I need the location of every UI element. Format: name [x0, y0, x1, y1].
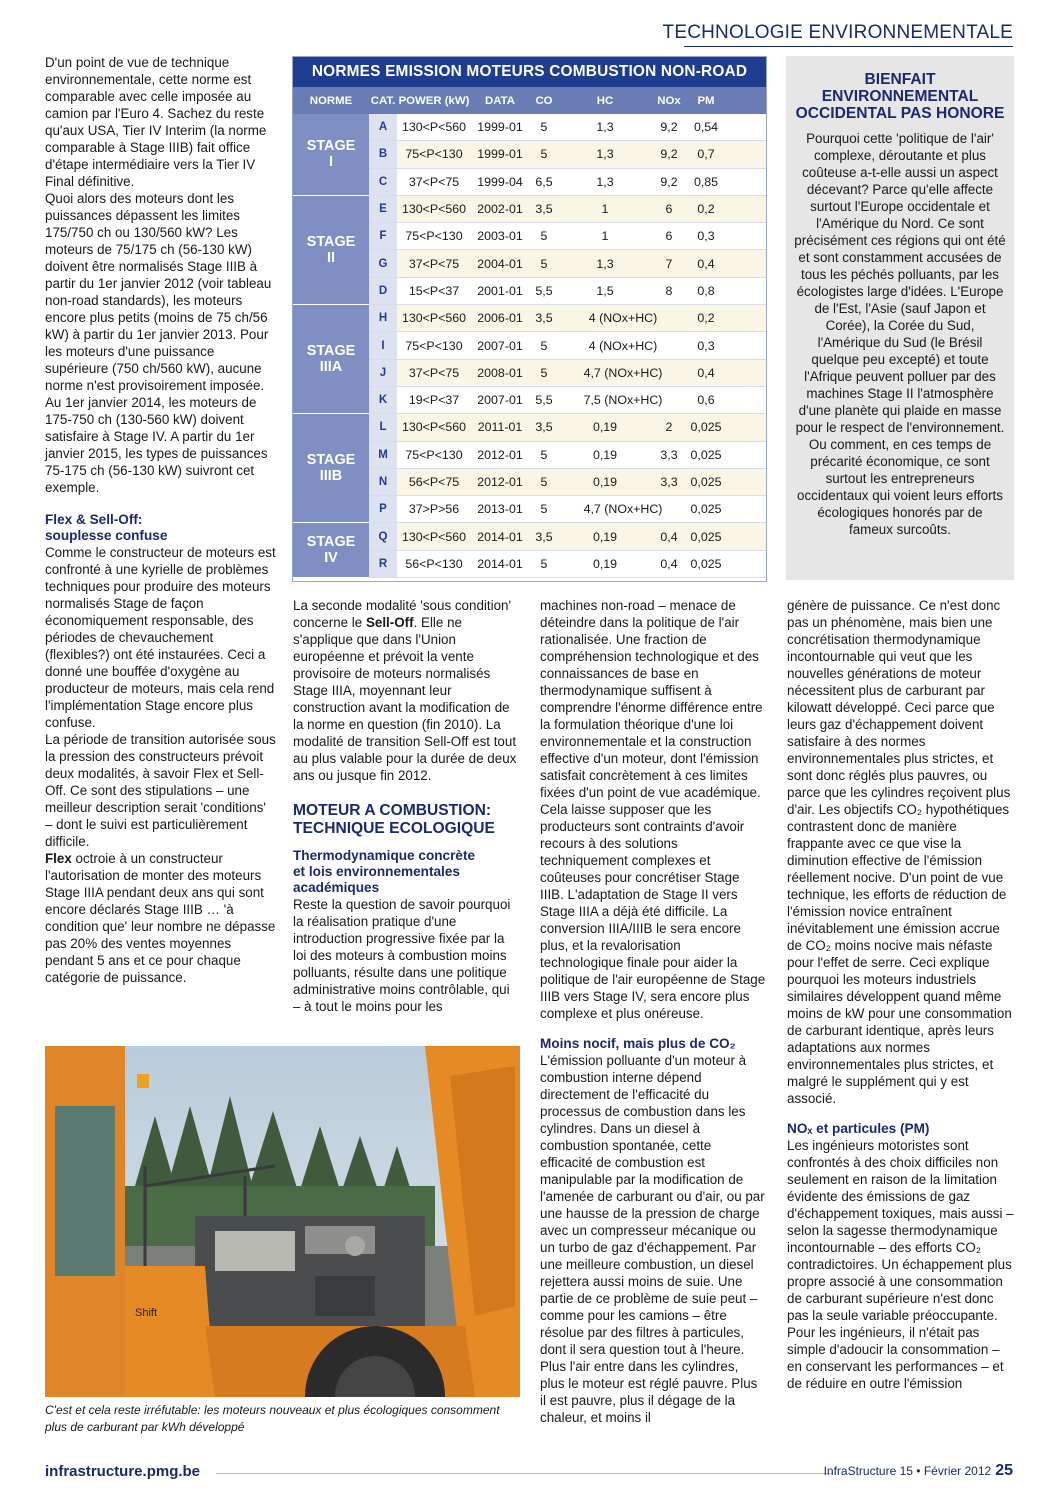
table-cell-power: 130<P<560: [401, 202, 467, 217]
section-heading: [293, 802, 519, 838]
table-header-cell: NOx: [657, 94, 681, 107]
table-cell-hc: 1,3: [596, 120, 614, 135]
table-cell-hcnox: 7,5 (NOx+HC): [583, 393, 663, 408]
table-cell-co: 6,5: [535, 174, 553, 189]
table-cell-hc: 1: [601, 202, 609, 217]
table-cell-cat: M: [369, 442, 397, 468]
subheading: Moins nocif, mais plus de CO₂: [540, 1036, 736, 1051]
table-cell-data: 2007-01: [477, 338, 523, 353]
table-cell-nox: 9,2: [660, 120, 678, 135]
table-cell-pm: 0,025: [690, 529, 722, 544]
table-header-cell: NORME: [309, 94, 353, 107]
table-group: [293, 305, 766, 414]
paragraph: machines non-road – menace de déteindre dans la politique de l'air rationalisée. Une fraction de compréhension technologique et des connaissances de base en thermodynamique suffisent à comprendre l'énorme différence entre la formulation théorique d'une loi environnementale et la construction effective d'un moteur, dont l'émission satisfait concrètement à ces limites fixées d'un point de vue académique. Cela laisse supposer que les producteurs sont contraints d'avoir recours à des solutions techniquement complexes et coûteuses pour concrétiser Stage IIIB. L'adaptation de Stage II vers Stage IIIA a déjà été difficile. La conversion IIIA/IIIB le sera encore plus, et la revalorisation technologique finale pour aider la politique de l'air européenne de Stage IIIB vers Stage IV, sera encore plus complexe et plus onéreuse.: [540, 598, 766, 1021]
table-cell-cat: E: [369, 196, 397, 222]
table-cell-cat: A: [369, 114, 397, 140]
table-cell-pm: 0,7: [697, 147, 715, 162]
table-cell-pm: 0,8: [697, 283, 715, 298]
table-cell-hcnox: 4 (NOx+HC): [588, 338, 658, 353]
column-4: [787, 597, 1015, 1392]
subheading: [293, 848, 519, 896]
table-cell-data: 2013-01: [477, 502, 523, 517]
table-cell-data: 2004-01: [477, 256, 523, 271]
sidebar-text: Pourquoi cette 'politique de l'air' complexe, déroutante et plus coûteuse a-t-elle aussi un aspect décevant? Parce qu'elle affecte surtout l'Europe occidentale et l'Amérique du Nord. Ce sont précisément ces régions qui ont été et sont constamment accusées de tous les péchés polluants, par les écologistes large d'idées. L'Europe de l'Est, l'Asie (sauf Japon et Corée), la Corée du Sud, l'Amérique du Sud (le Brésil quelque peu excepté) et toute l'Afrique peuvent polluer par des machines Stage II l'atmosphère d'une planète qui plaide en masse pour le respect de l'environnement. Ou comment, en ces temps de précarité économique, ce sont surtout les entrepreneurs occidentaux qui voient leurs efforts écologiques honorés par de fameux surcoûts.: [794, 131, 1006, 537]
table-cell-nox: 6: [665, 229, 673, 244]
table-cell-co: 5: [540, 229, 548, 244]
table-cell-cat: L: [369, 414, 397, 440]
table-cell-power: 75<P<130: [405, 147, 463, 162]
table-row: [369, 250, 766, 277]
table-cell-nox: 9,2: [660, 174, 678, 189]
table-cell-pm: 0,2: [697, 202, 715, 217]
table-cell-cat: D: [369, 278, 397, 304]
table-row: [369, 551, 766, 578]
subheading-line: et lois environnementales: [293, 864, 460, 879]
table-cell-co: 5: [540, 447, 548, 462]
stage-label: STAGE IIIB: [293, 414, 369, 523]
table-cell-power: 130<P<560: [401, 120, 467, 135]
table-cell-pm: 0,025: [690, 475, 722, 489]
table-row: [369, 496, 766, 523]
table-row: [369, 523, 766, 550]
table-cell-data: 1999-01: [477, 120, 523, 135]
table-cell-nox: 2: [665, 420, 673, 435]
table-cell-cat: B: [369, 141, 397, 167]
table-cell-data: 2006-01: [477, 311, 523, 326]
brand-text: Shift: [135, 1307, 158, 1319]
table-cell-cat: N: [369, 469, 397, 495]
table-header-cell: PM: [697, 94, 715, 107]
photo-loader-engine: [45, 1046, 520, 1397]
table-cell-data: 2001-01: [477, 283, 523, 298]
photo-caption: C'est et cela reste irréfutable: les moteurs nouveaux et plus écologiques consomment plus de carburant par kWh développé: [45, 1403, 500, 1434]
loader-illustration: [45, 1046, 520, 1397]
table-cell-power: 37>P>56: [408, 502, 460, 517]
table-cell-pm: 0,3: [697, 229, 715, 244]
paragraph: [45, 850, 277, 986]
table-row: [369, 332, 766, 359]
table-cell-hc: 0,19: [592, 420, 618, 435]
table-cell-co: 5,5: [535, 283, 553, 298]
table-cell-pm: 0,2: [697, 311, 715, 326]
paragraph: [293, 597, 519, 784]
section-title: TECHNOLOGIE ENVIRONNEMENTALE: [662, 22, 1013, 43]
table-cell-co: 3,5: [535, 420, 553, 435]
table-cell-power: 37<P<75: [408, 256, 460, 271]
table-group: [293, 196, 766, 305]
paragraph: La période de transition autorisée sous la pression des constructeurs prévoit deux modalités, à savoir Flex et Sell-Off. Ce sont des stipulations – une meilleur description serait 'conditions' – dont le suivi est particulièrement difficile.: [45, 732, 276, 849]
table-cell-power: 37<P<75: [408, 174, 460, 189]
table-cell-pm: 0,4: [697, 256, 715, 271]
column-2: [293, 597, 519, 1015]
table-header-cell: DATA: [485, 94, 515, 107]
table-row: [369, 414, 766, 441]
table-row: [369, 223, 766, 250]
table-cell-pm: 0,6: [697, 393, 715, 408]
stage-label: STAGE IIIA: [293, 305, 369, 414]
table-title: NORMES EMISSION MOTEURS COMBUSTION NON-ROAD: [293, 57, 766, 87]
table-cell-nox: 7: [665, 256, 673, 271]
table-cell-cat: J: [369, 360, 397, 386]
heading-line: TECHNIQUE ECOLOGIQUE: [293, 820, 495, 837]
table-cell-nox: 6: [665, 202, 673, 217]
table-cell-data: 2007-01: [477, 393, 523, 408]
table-row: [369, 360, 766, 387]
table-cell-pm: 0,025: [690, 420, 722, 435]
table-cell-power: 130<P<560: [401, 311, 467, 326]
table-row: [369, 278, 766, 305]
table-header-row: [293, 87, 766, 114]
table-header-cell: POWER (kW): [398, 94, 470, 107]
table-cell-power: 56<P<130: [405, 556, 463, 571]
section-rule: [684, 46, 1013, 47]
footer-rule: [216, 1473, 832, 1474]
table-cell-cat: H: [369, 305, 397, 331]
table-cell-cat: Q: [369, 523, 397, 549]
table-cell-co: 5: [540, 502, 548, 517]
paragraph: D'un point de vue de technique environnementale, cette norme est comparable avec celle imposée au camion par l'Euro 4. Sachez du reste qu'aux USA, Tier IV Interim (la norme comparable à Stage IIIB) fait office d'étape intermédiaire vers la Tier IV Final définitive.: [45, 55, 267, 189]
table-cell-data: 2011-01: [477, 420, 523, 435]
table-cell-nox: 8: [665, 283, 673, 298]
paragraph: L'émission polluante d'un moteur à combustion interne dépend directement de l'efficacité du processus de combustion dans les cylindres. Dans un diesel à combustion spontanée, cette efficacité de combustion est manipulable par la modification de l'amenée de carburant ou d'air, ou par une hausse de la pression de charge avec un compresseur mécanique ou un turbo de gaz d'échappement. Par une meilleure combustion, un diesel rejettera aussi moins de suie. Une partie de ce problème de suie peut – comme pour les camions – être résolue par des filtres à particules, dont il sera question tout à l'heure. Plus l'air entre dans les cylindres, plus le moteur est réglé pauvre. Plus il est pauvre, plus il dégage de la chaleur, et moins il: [540, 1053, 765, 1425]
table-cell-hc: 0,19: [592, 447, 618, 462]
column-3: [540, 597, 766, 1426]
table-cell-pm: 0,85: [693, 174, 719, 189]
table-cell-hc: 1,5: [596, 283, 614, 298]
table-cell-data: 2002-01: [477, 202, 523, 217]
paragraph: Reste la question de savoir pourquoi la réalisation pratique d'une introduction progressive fixée par la loi des moteurs à combustion moins polluants, résulte dans une politique administrative moins contrôlable, qui – à tout le moins pour les: [293, 897, 511, 1014]
table-group: [293, 414, 766, 523]
stage-label: STAGE IV: [293, 523, 369, 578]
table-cell-data: 2012-01: [477, 475, 523, 489]
paragraph: génère de puissance. Ce n'est donc pas un phénomène, mais bien une concrétisation thermodynamique incontournable qui veut que les nouvelles générations de moteur nécessitent plus de carburant par kilowatt développé. Ceci parce que leurs gaz d'échappement doivent satisfaire à des normes environnementales plus strictes, et sont donc réglés plus pauvres, ou parce que les cylindres reçoivent plus d'air. Les objectifs CO₂ hypothétiques contrastent donc de manière frappante avec ce que vise la diminution effective de l'émission réellement nocive. D'un point de vue technique, les efforts de réduction de l'émission novice entraînent inévitablement une émission accrue de CO₂ moins nocive mais néfaste pour l'effet de serre. Ceci explique pourquoi les moteurs industriels similaires développent quand même moins de kW pour une consommation de carburant identique, après leurs adaptations aux normes environnementales plus strictes, et malgré le supplément qui y est associé.: [787, 598, 1012, 1106]
paragraph: Les ingénieurs motoristes sont confrontés à des choix difficiles non seulement en raison de la limitation évidente des émissions de gaz d'échappement toxiques, mais aussi – selon la sagesse thermodynamique incontournable – des efforts CO₂ contradictoires. Un échappement plus propre associé à une consommation de carburant supérieure n'est donc pas la seule variable préoccupante. Pour les ingénieurs, il n'était pas simple d'adoucir la consommation – en conservant les performances – et de réduire en outre l'émission: [787, 1138, 1014, 1391]
heading-line: MOTEUR A COMBUSTION:: [293, 802, 492, 819]
subheading: [45, 512, 277, 544]
table-cell-pm: 0,4: [697, 365, 715, 380]
table-row: [369, 305, 766, 332]
table-cell-power: 130<P<560: [401, 529, 467, 544]
subheading: NOₓ et particules (PM): [787, 1121, 930, 1136]
table-cell-power: 130<P<560: [401, 420, 467, 435]
table-row: [369, 387, 766, 414]
table-cell-hc: 0,19: [592, 475, 618, 489]
table-row: [369, 469, 766, 496]
sidebar-title: BIENFAIT ENVIRONNEMENTAL OCCIDENTAL PAS HONORE: [795, 71, 1005, 122]
table-cell-hcnox: 4,7 (NOx+HC): [583, 502, 663, 517]
table-cell-power: 19<P<37: [408, 393, 460, 408]
paragraph: Quoi alors des moteurs dont les puissances dépassent les limites 175/750 ch ou 130/560 kW? Les moteurs de 75/175 ch (56-130 kW) doivent être normalisés Stage IIIB à partir du 1er janvier 2012 (voir tableau non-road standards), les moteurs encore plus petits (moins de 75 ch/56 kW) à partir du 1er janvier 2013. Pour les moteurs d'une puissance supérieure (750 ch/560 kW), aucune norme n'est provisoirement imposée. Au 1er janvier 2014, les moteurs de 175-750 ch (130-560 kW) doivent satisfaire à Stage IV. A partir du 1er janvier 2015, les types de puissances 75-175 ch (56-130 kW) suivront cet exemple.: [45, 191, 272, 495]
sidebar-box: [786, 56, 1014, 580]
emission-standards-table: [292, 56, 767, 582]
table-row: [369, 442, 766, 469]
table-cell-power: 75<P<130: [405, 229, 463, 244]
footer-issue: [824, 1462, 1013, 1480]
table-cell-nox: 9,2: [660, 147, 678, 162]
bold-term: Flex: [45, 851, 72, 866]
table-cell-hc: 1,3: [596, 256, 614, 271]
paragraph: Comme le constructeur de moteurs est confronté à une kyrielle de problèmes techniques pour produire des moteurs normalisés Stage de façon économiquement responsable, des périodes de chevauchement (flexibles?) ont été instaurées. Ceci a donné une bouffée d'oxygène au producteur de moteurs, mais cela rend l'implémentation Stage encore plus confuse.: [45, 545, 276, 730]
table-header-cell: HC: [596, 94, 614, 107]
table-cell-power: 75<P<130: [405, 338, 463, 353]
table-body: [293, 114, 766, 578]
table-cell-data: 2003-01: [477, 229, 523, 244]
table-cell-hc: 1,3: [596, 174, 614, 189]
table-cell-data: 2012-01: [477, 447, 523, 462]
table-row: [369, 114, 766, 141]
table-cell-hc: 0,19: [592, 556, 618, 571]
table-cell-cat: K: [369, 387, 397, 413]
table-cell-hcnox: 4 (NOx+HC): [588, 311, 658, 326]
table-cell-co: 5: [540, 365, 548, 380]
table-cell-nox: 0,4: [660, 529, 678, 544]
table-row: [369, 141, 766, 168]
footer-url[interactable]: infrastructure.pmg.be: [45, 1463, 201, 1480]
table-header-cell: CAT.: [370, 94, 396, 107]
table-cell-power: 75<P<130: [405, 447, 463, 462]
stage-label: STAGE I: [293, 114, 369, 196]
table-group: [293, 523, 766, 578]
table-cell-co: 5: [540, 338, 548, 353]
subheading-line: académiques: [293, 880, 380, 895]
table-row: [369, 196, 766, 223]
table-cell-nox: 3,3: [660, 447, 678, 462]
table-cell-data: 2014-01: [477, 556, 523, 571]
table-cell-co: 3,5: [535, 529, 553, 544]
table-cell-co: 5: [540, 556, 548, 571]
subheading-line: Thermodynamique concrète: [293, 848, 476, 863]
table-cell-data: 1999-04: [477, 174, 523, 189]
page-number: 25: [995, 1462, 1013, 1479]
table-cell-data: 2014-01: [477, 529, 523, 544]
table-cell-power: 15<P<37: [408, 283, 460, 298]
paragraph-text: octroie à un constructeur l'autorisation de monter des moteurs Stage IIIA pendant deux ans qui sont encore déclarés Stage IIIB … 'à condition que' leur nombre ne dépasse pas 20% des ventes moyennes pendant 5 ans et ce pour chaque catégorie de puissance.: [45, 851, 276, 985]
table-row: [369, 169, 766, 196]
bold-term: Sell-Off: [365, 615, 414, 630]
table-cell-cat: I: [369, 332, 397, 358]
table-cell-co: 3,5: [535, 202, 553, 217]
issue-label: InfraStructure 15 • Février 2012: [823, 1464, 992, 1478]
column-1: [45, 54, 277, 986]
table-cell-cat: F: [369, 223, 397, 249]
table-group: [293, 114, 766, 196]
table-cell-co: 3,5: [535, 311, 553, 326]
table-cell-co: 5: [540, 147, 548, 162]
table-cell-data: 2008-01: [477, 365, 523, 380]
table-cell-co: 5: [540, 120, 548, 135]
table-cell-pm: 0,54: [693, 120, 719, 135]
subheading-line: souplesse confuse: [45, 528, 168, 543]
table-cell-power: 37<P<75: [408, 365, 460, 380]
table-cell-pm: 0,025: [690, 447, 722, 462]
table-cell-cat: P: [369, 496, 397, 522]
paragraph-text: La seconde modalité 'sous condition' concerne le: [293, 598, 512, 630]
table-cell-hc: 1: [601, 229, 609, 244]
table-cell-co: 5: [540, 475, 548, 489]
table-cell-cat: C: [369, 169, 397, 195]
table-cell-co: 5: [540, 256, 548, 271]
table-cell-power: 56<P<75: [408, 475, 460, 489]
table-cell-nox: 0,4: [660, 556, 678, 571]
paragraph-text: . Elle ne s'applique que dans l'Union européenne et prévoit la vente provisoire de moteurs normalisés Stage IIIA, moyennant leur construction avant la modification de la norme en question (fin 2010). La modalité de transition Sell-Off est tout au plus valable pour la durée de deux ans ou jusque fin 2012.: [293, 615, 517, 783]
table-header-cell: CO: [535, 94, 553, 107]
table-cell-pm: 0,3: [697, 338, 715, 353]
table-cell-hc: 0,19: [592, 529, 618, 544]
table-cell-cat: G: [369, 250, 397, 276]
table-cell-pm: 0,025: [690, 502, 722, 517]
stage-label: STAGE II: [293, 196, 369, 305]
table-cell-cat: R: [369, 551, 397, 577]
table-cell-co: 5,5: [535, 393, 553, 408]
table-cell-hc: 1,3: [596, 147, 614, 162]
table-cell-data: 1999-01: [477, 147, 523, 162]
table-cell-nox: 3,3: [660, 475, 678, 489]
table-cell-hcnox: 4,7 (NOx+HC): [583, 365, 663, 380]
subheading-line: Flex & Sell-Off:: [45, 512, 143, 527]
table-cell-pm: 0,025: [690, 556, 722, 571]
